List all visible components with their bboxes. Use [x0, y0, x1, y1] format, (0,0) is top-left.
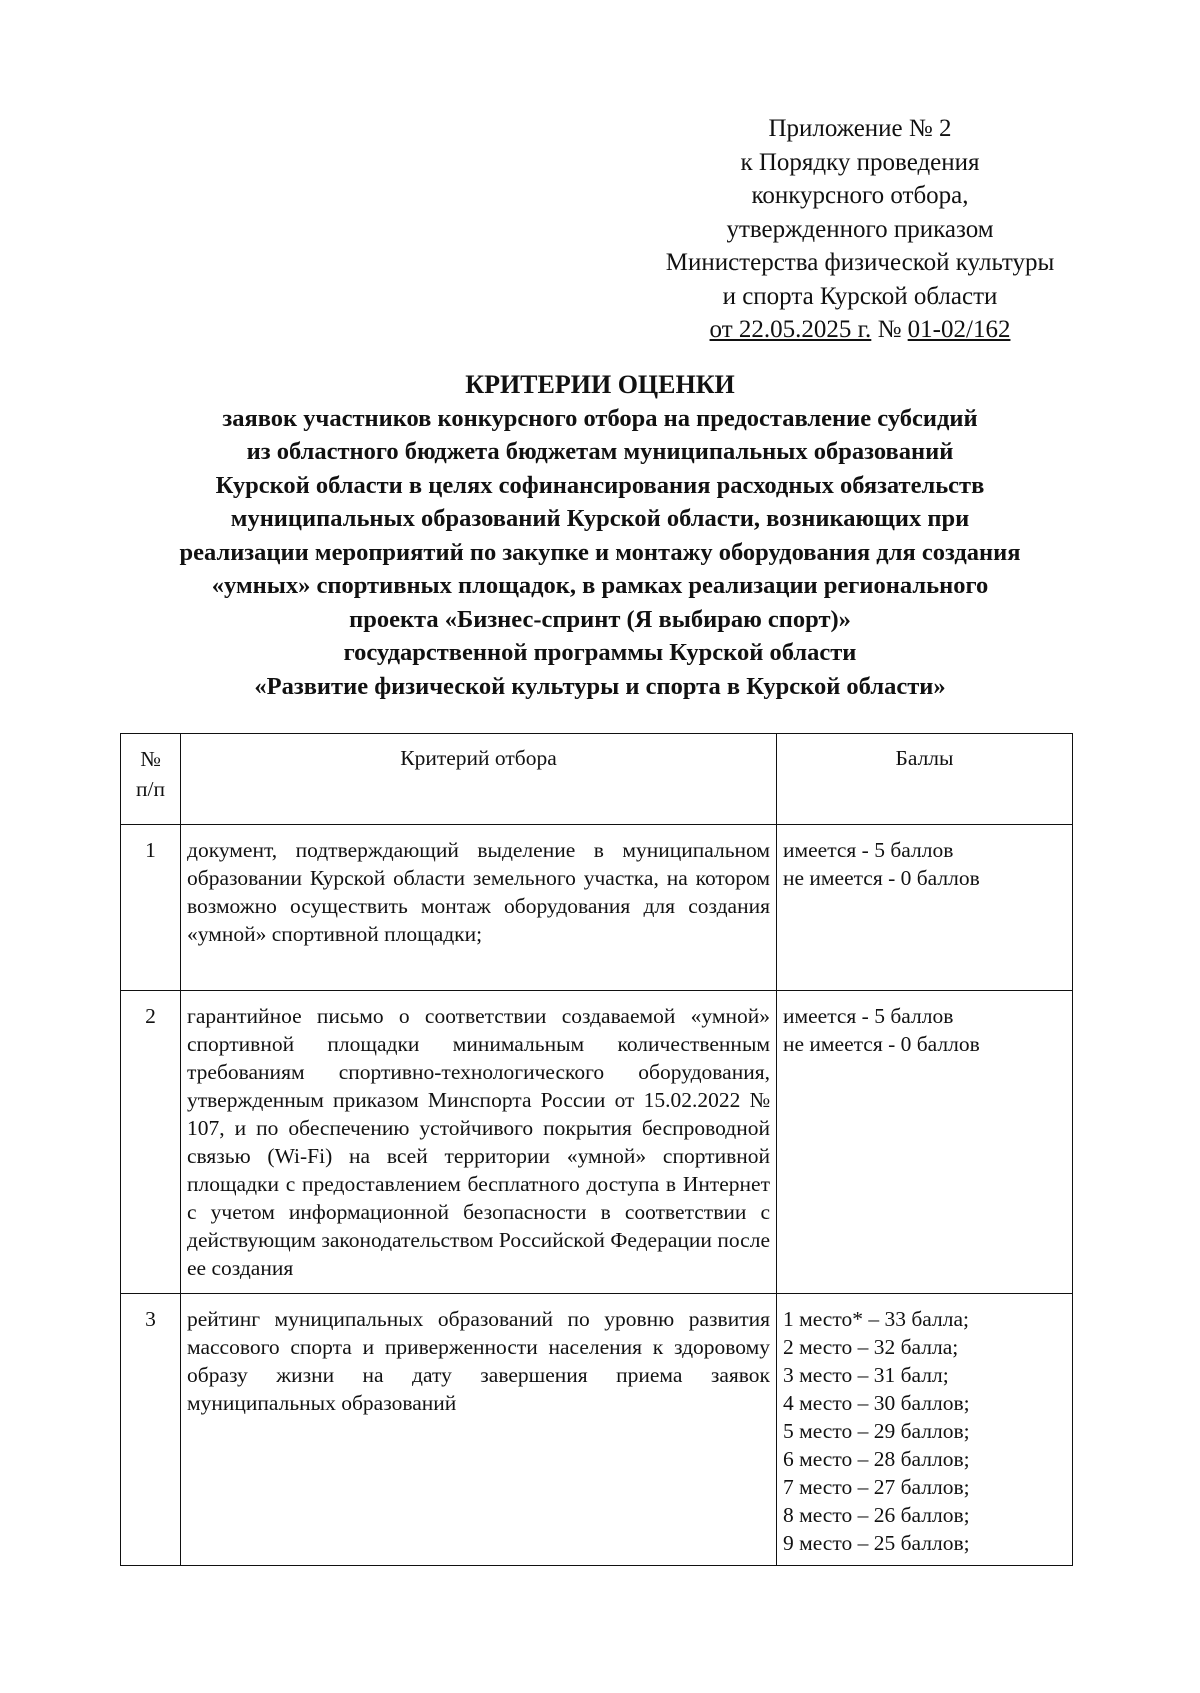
- points-line: не имеется - 0 баллов: [783, 1032, 980, 1056]
- appendix-line: утвержденного приказом: [726, 215, 994, 243]
- appendix-block: [630, 112, 1090, 347]
- appendix-line: Министерства физической культуры: [665, 249, 1055, 276]
- points-line: имеется - 5 баллов: [783, 1004, 954, 1028]
- table-header-row: [121, 734, 1073, 825]
- header-number: [121, 734, 181, 825]
- row-number: 2: [121, 991, 181, 1294]
- row-points: [777, 991, 1073, 1294]
- heading-line: государственной программы Курской области: [343, 639, 857, 666]
- points-line: 3 место – 31 балл;: [783, 1363, 949, 1387]
- heading-line: реализации мероприятий по закупке и монтажу оборудования для создания: [179, 538, 1021, 566]
- points-line: 2 место – 32 балла;: [783, 1335, 959, 1359]
- document-heading: [100, 368, 1100, 703]
- header-number-sign: №: [140, 747, 161, 771]
- row-number: 3: [121, 1294, 181, 1566]
- heading-line: «Развитие физической культуры и спорта в Курской области»: [254, 672, 946, 700]
- row-number: 1: [121, 825, 181, 991]
- points-line: не имеется - 0 баллов: [783, 866, 980, 890]
- appendix-line: и спорта Курской области: [722, 282, 998, 310]
- header-criterion: Критерий отбора: [181, 734, 777, 825]
- criteria-table: [120, 733, 1073, 1566]
- document-title: КРИТЕРИИ ОЦЕНКИ: [465, 370, 735, 399]
- points-line: 1 место* – 33 балла;: [783, 1307, 969, 1331]
- points-line: 6 место – 28 баллов;: [783, 1447, 970, 1471]
- table-row: [121, 1294, 1073, 1566]
- heading-line: из областного бюджета бюджетам муниципальных образований: [246, 438, 954, 465]
- heading-line: проекта «Бизнес-спринт (Я выбираю спорт)»: [349, 605, 851, 633]
- order-reference: [630, 313, 1090, 347]
- appendix-title: Приложение № 2: [768, 115, 952, 142]
- appendix-line: к Порядку проведения: [740, 148, 980, 176]
- order-number: 01-02/162: [907, 316, 1011, 343]
- row-criterion: гарантийное письмо о соответствии создаваемой «умной» спортивной площадки минимальным количественным требованиям спортивно-технологического оборудования, утвержденным приказом Минспорта России от 15.02.2022 № 107, и по обеспечению устойчивого покрытия беспроводной связью (Wi-Fi) на всей территории «умной» спортивной площадки с предоставлением бесплатного доступа в Интернет с учетом информационной безопасности в соответствии с действующим законодательством Российской Федерации после ее создания: [181, 991, 777, 1294]
- row-criterion: рейтинг муниципальных образований по уровню развития массового спорта и приверженности населения к здоровому образу жизни на дату завершения приема заявок муниципальных образований: [181, 1294, 777, 1566]
- order-number-sign: №: [877, 316, 902, 343]
- order-date: от 22.05.2025 г.: [709, 316, 872, 343]
- points-line: 7 место – 27 баллов;: [783, 1475, 970, 1499]
- points-line: 9 место – 25 баллов;: [783, 1531, 970, 1555]
- row-points: [777, 825, 1073, 991]
- points-line: 5 место – 29 баллов;: [783, 1419, 970, 1443]
- points-line: 4 место – 30 баллов;: [783, 1391, 970, 1415]
- table-row: [121, 991, 1073, 1294]
- heading-line: муниципальных образований Курской области, возникающих при: [230, 505, 970, 532]
- heading-line: Курской области в целях софинансирования расходных обязательств: [215, 471, 985, 499]
- heading-line: заявок участников конкурсного отбора на предоставление субсидий: [222, 404, 978, 432]
- appendix-line: конкурсного отбора,: [751, 182, 969, 209]
- header-points: Баллы: [777, 734, 1073, 825]
- header-number-abbr: п/п: [136, 777, 165, 801]
- heading-line: «умных» спортивных площадок, в рамках реализации регионального: [211, 572, 989, 599]
- points-line: имеется - 5 баллов: [783, 838, 954, 862]
- table-row: [121, 825, 1073, 991]
- points-line: 8 место – 26 баллов;: [783, 1503, 970, 1527]
- row-criterion: документ, подтверждающий выделение в муниципальном образовании Курской области земельного участка, на котором возможно осуществить монтаж оборудования для создания «умной» спортивной площадки;: [181, 825, 777, 991]
- row-points: [777, 1294, 1073, 1566]
